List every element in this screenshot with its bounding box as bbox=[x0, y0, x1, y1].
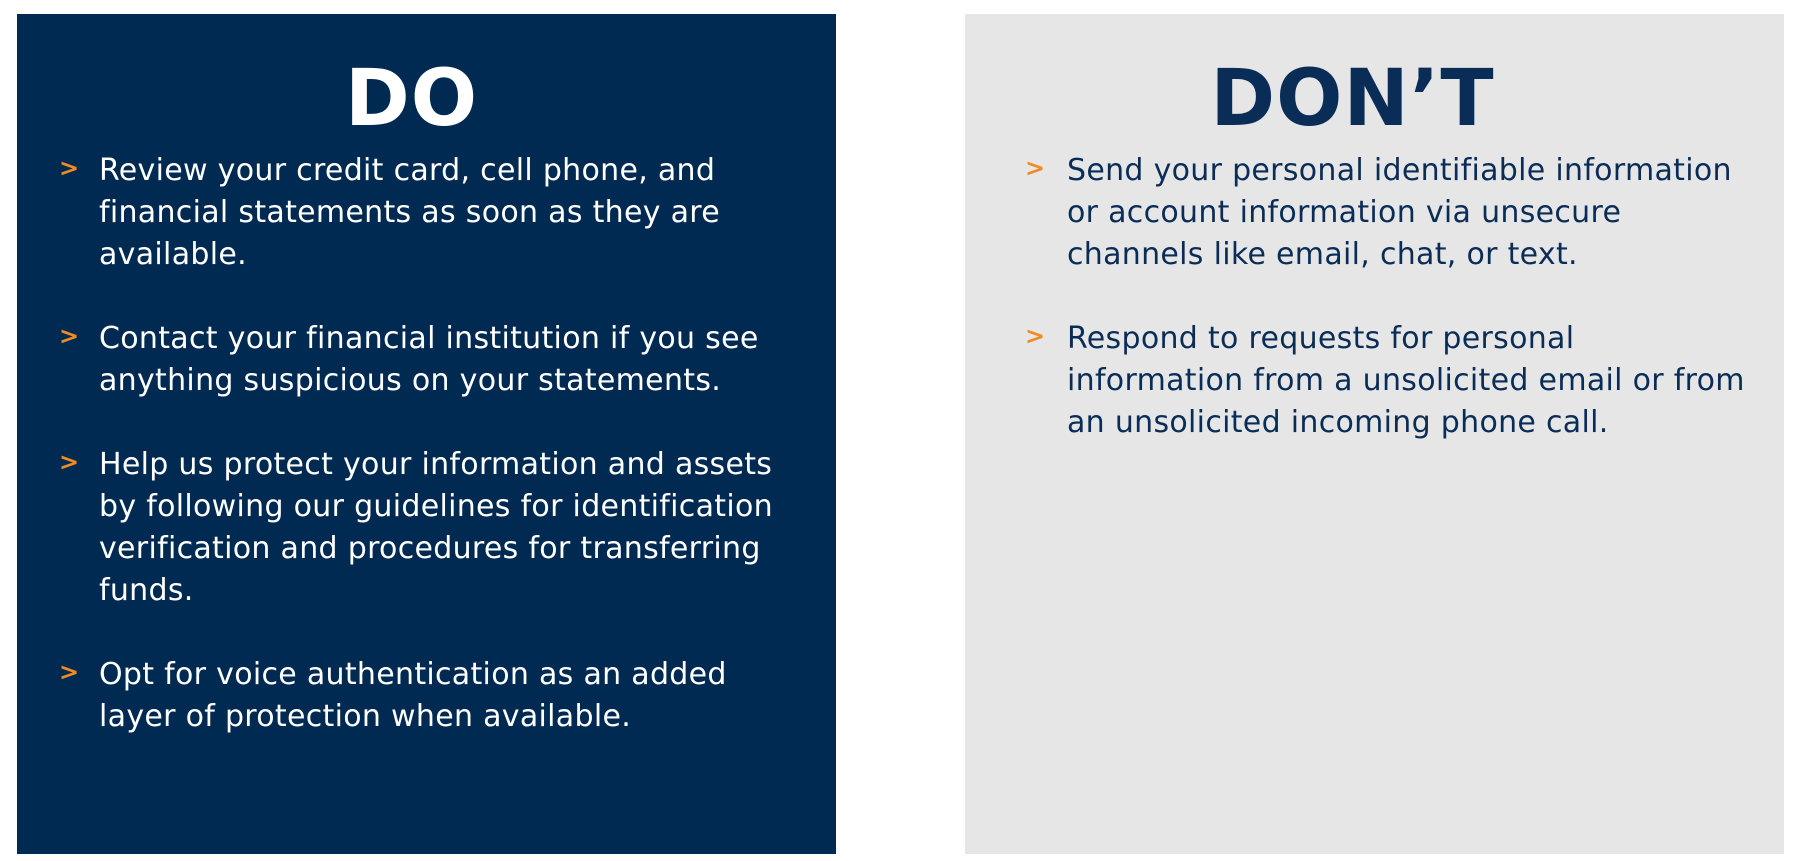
dont-list bbox=[1025, 150, 1755, 486]
do-item-text: Review your credit card, cell phone, and financial statements as soon as they are available. bbox=[99, 153, 721, 272]
dont-item-text: Respond to requests for personal information from a unsolicited email or from an unsolicited incoming phone call. bbox=[1067, 321, 1745, 440]
do-item-text: Opt for voice authentication as an added layer of protection when available. bbox=[99, 657, 727, 734]
do-list-item bbox=[59, 318, 804, 402]
dont-title: DON’T bbox=[1210, 54, 1495, 144]
do-list-item bbox=[59, 150, 804, 276]
do-list-item bbox=[59, 444, 804, 612]
do-panel bbox=[17, 14, 836, 854]
chevron-right-icon: > bbox=[59, 448, 80, 476]
chevron-right-icon: > bbox=[1025, 322, 1046, 350]
chevron-right-icon: > bbox=[1025, 154, 1046, 182]
do-item-text: Help us protect your information and assets by following our guidelines for identification verification and procedures for transferring funds. bbox=[99, 447, 773, 608]
dont-panel bbox=[965, 14, 1784, 854]
dont-item-text: Send your personal identifiable information or account information via unsecure channels like email, chat, or text. bbox=[1067, 153, 1732, 272]
do-list-item bbox=[59, 654, 804, 738]
chevron-right-icon: > bbox=[59, 154, 80, 182]
do-list bbox=[59, 150, 804, 780]
chevron-right-icon: > bbox=[59, 322, 80, 350]
dont-list-item bbox=[1025, 150, 1755, 276]
dont-list-item bbox=[1025, 318, 1755, 444]
do-item-text: Contact your financial institution if you see anything suspicious on your statements. bbox=[99, 321, 759, 398]
do-title: DO bbox=[344, 54, 479, 144]
chevron-right-icon: > bbox=[59, 658, 80, 686]
